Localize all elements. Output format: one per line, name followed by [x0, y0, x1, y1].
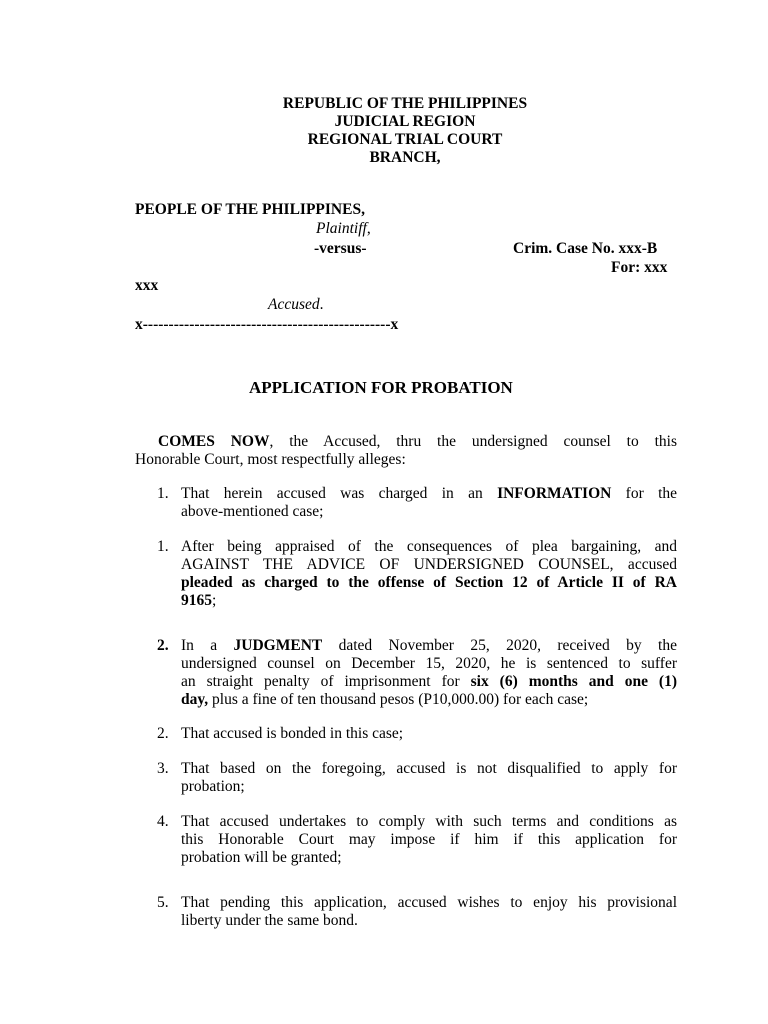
court-header-region: JUDICIAL REGION	[334, 113, 476, 130]
item-line: In a JUDGMENT dated November 25, 2020, received by the	[181, 637, 677, 654]
court-header-court: REGIONAL TRIAL COURT	[307, 131, 503, 148]
item-line: probation;	[181, 778, 245, 795]
item-line: AGAINST THE ADVICE OF UNDERSIGNED COUNSEL, accused	[181, 556, 677, 573]
item-line: 9165;	[181, 592, 217, 609]
item-number: 2.	[157, 637, 169, 654]
item-line: That herein accused was charged in an INFORMATION for the	[181, 485, 678, 502]
item-line: undersigned counsel on December 15, 2020, he is sentenced to suffer	[181, 655, 677, 672]
case-offense: For: xxx	[611, 259, 668, 276]
item-line: pleaded as charged to the offense of Section 12 of Article II of RA	[181, 574, 677, 591]
versus-label: -versus-	[314, 240, 367, 257]
item-line: That accused undertakes to comply with such terms and conditions as	[181, 813, 677, 830]
item-line: an straight penalty of imprisonment for six (6) months and one (1)	[181, 673, 677, 690]
accused-role: Accused.	[268, 296, 324, 313]
item-line: this Honorable Court may impose if him if this application for	[181, 831, 677, 848]
item-line: above-mentioned case;	[181, 503, 324, 520]
plaintiff-role: Plaintiff,	[316, 220, 371, 237]
item-line: That accused is bonded in this case;	[181, 725, 404, 742]
intro-line-2: Honorable Court, most respectfully alleges:	[135, 451, 406, 468]
court-header-republic: REPUBLIC OF THE PHILIPPINES	[282, 95, 528, 112]
item-number: 5.	[157, 894, 169, 911]
item-number: 4.	[157, 813, 169, 830]
item-line: day, plus a fine of ten thousand pesos (P10,000.00) for each case;	[181, 691, 589, 708]
document-title: APPLICATION FOR PROBATION	[249, 378, 513, 397]
intro-line-1: COMES NOW, the Accused, thru the undersigned counsel to this	[158, 433, 677, 450]
court-header-branch: BRANCH,	[369, 149, 441, 166]
item-line: probation will be granted;	[181, 849, 342, 866]
item-line: That based on the foregoing, accused is not disqualified to apply for	[181, 760, 677, 777]
item-number: 3.	[157, 760, 169, 777]
caption-separator: x------------------------------------------------x	[135, 316, 399, 333]
item-number: 1.	[157, 538, 169, 555]
plaintiff-name: PEOPLE OF THE PHILIPPINES,	[135, 201, 365, 218]
item-number: 1.	[157, 485, 169, 502]
item-number: 2.	[157, 725, 169, 742]
item-line: liberty under the same bond.	[181, 912, 358, 929]
item-line: After being appraised of the consequences of plea bargaining, and	[181, 538, 677, 555]
case-number: Crim. Case No. xxx-B	[513, 240, 658, 257]
item-line: That pending this application, accused wishes to enjoy his provisional	[181, 894, 677, 911]
accused-name: xxx	[135, 277, 159, 294]
